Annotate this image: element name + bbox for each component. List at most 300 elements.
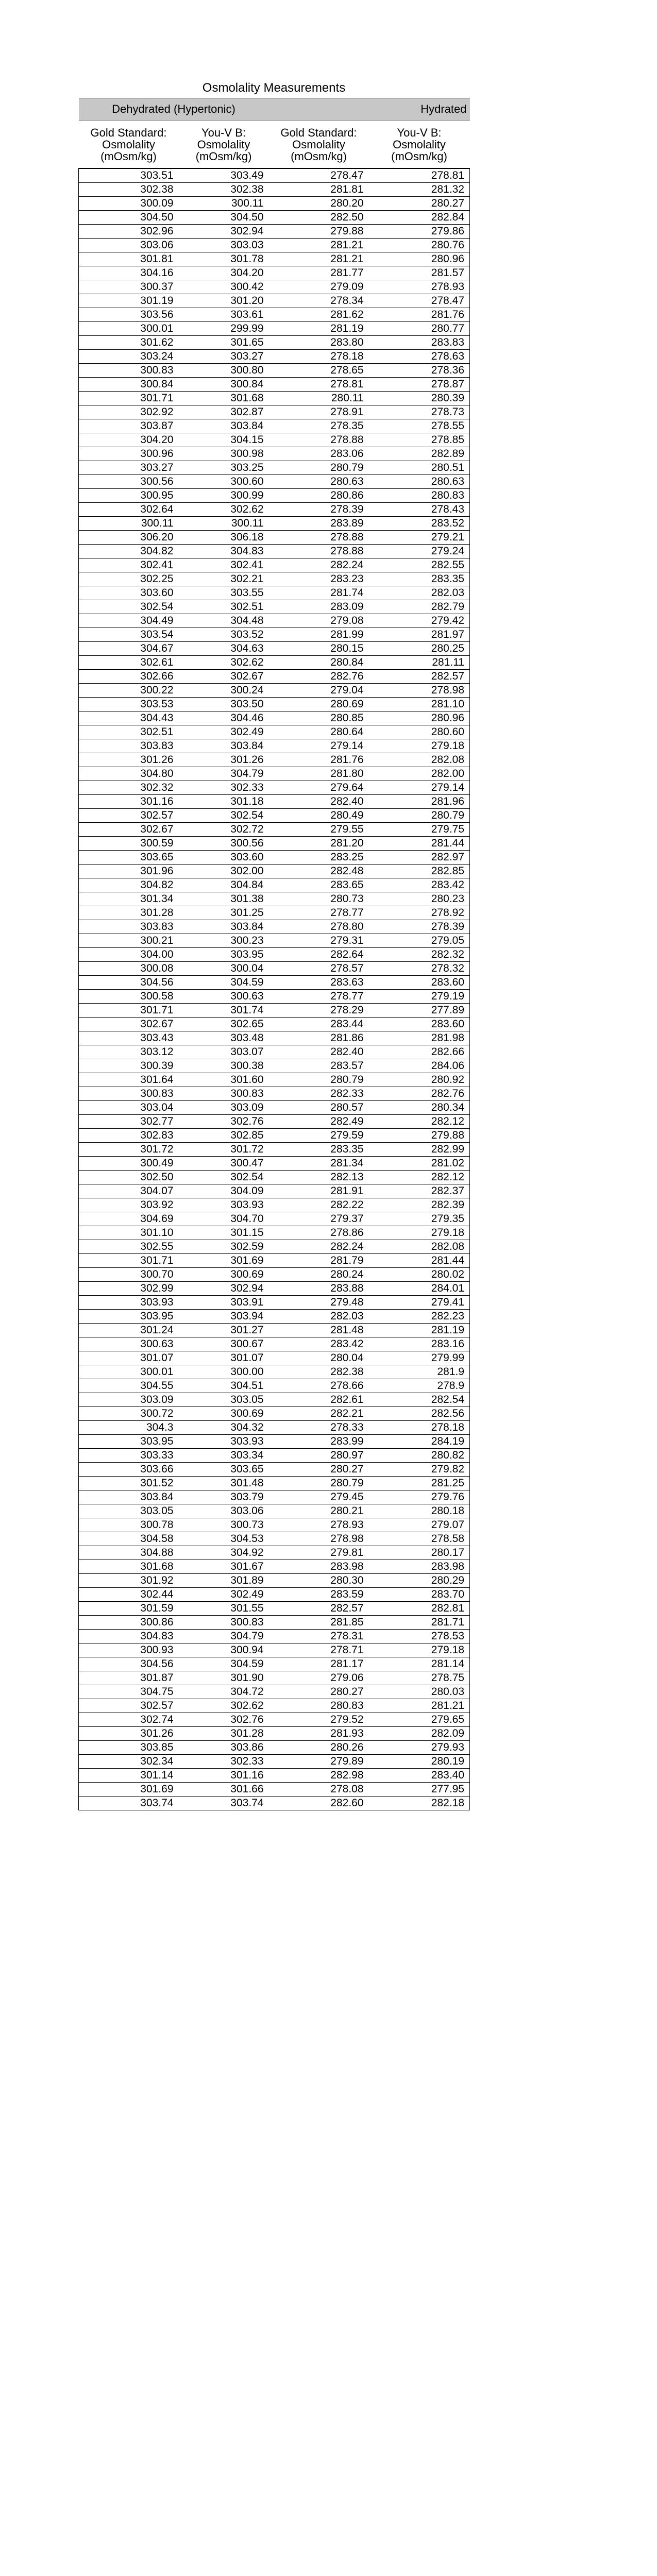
table-row — [79, 392, 470, 405]
table-row — [79, 1546, 470, 1560]
table-cell: 303.34 — [179, 1449, 269, 1463]
table-cell: 278.85 — [369, 433, 470, 447]
table-cell: 279.88 — [269, 225, 369, 239]
table-cell: 301.16 — [179, 1769, 269, 1783]
table-cell: 303.43 — [79, 1031, 179, 1045]
table-cell: 281.02 — [369, 1157, 470, 1171]
table-cell: 300.73 — [179, 1518, 269, 1532]
table-cell: 301.26 — [179, 753, 269, 767]
table-row — [79, 183, 470, 197]
table-row — [79, 1477, 470, 1490]
table-cell: 281.93 — [269, 1727, 369, 1741]
table-cell: 301.48 — [179, 1477, 269, 1490]
table-cell: 302.57 — [79, 809, 179, 823]
table-cell: 301.15 — [179, 1226, 269, 1240]
table-cell: 282.55 — [369, 558, 470, 572]
table-row — [79, 1143, 470, 1157]
table-cell: 278.35 — [269, 419, 369, 433]
table-row — [79, 767, 470, 781]
table-row — [79, 878, 470, 892]
table-cell: 278.39 — [269, 503, 369, 517]
table-cell: 304.92 — [179, 1546, 269, 1560]
table-cell: 300.70 — [79, 1268, 179, 1282]
table-cell: 278.92 — [369, 906, 470, 920]
group-spacer — [269, 98, 369, 121]
table-cell: 283.35 — [269, 1143, 369, 1157]
table-cell: 282.03 — [269, 1310, 369, 1324]
table-row — [79, 1490, 470, 1504]
table-cell: 279.31 — [269, 934, 369, 948]
table-cell: 300.94 — [179, 1643, 269, 1657]
table-cell: 302.99 — [79, 1282, 179, 1296]
table-cell: 280.21 — [269, 1504, 369, 1518]
table-cell: 278.39 — [369, 920, 470, 934]
table-cell: 303.86 — [179, 1741, 269, 1755]
table-cell: 282.57 — [269, 1602, 369, 1616]
table-cell: 282.33 — [269, 1087, 369, 1101]
table-cell: 303.79 — [179, 1490, 269, 1504]
table-cell: 304.83 — [79, 1630, 179, 1643]
table-cell: 303.74 — [179, 1797, 269, 1810]
table-cell: 302.41 — [179, 558, 269, 572]
table-cell: 304.16 — [79, 266, 179, 280]
table-cell: 303.24 — [79, 350, 179, 364]
table-row — [79, 1268, 470, 1282]
table-cell: 303.93 — [179, 1198, 269, 1212]
table-cell: 304.55 — [79, 1379, 179, 1393]
spreadsheet — [78, 78, 469, 1810]
table-cell: 279.45 — [269, 1490, 369, 1504]
table-cell: 300.63 — [79, 1337, 179, 1351]
table-row — [79, 1685, 470, 1699]
table-cell: 303.05 — [79, 1504, 179, 1518]
table-row — [79, 1171, 470, 1184]
table-cell: 284.01 — [369, 1282, 470, 1296]
table-row — [79, 336, 470, 350]
table-cell: 279.09 — [269, 280, 369, 294]
table-cell: 278.87 — [369, 378, 470, 392]
table-cell: 279.59 — [269, 1129, 369, 1143]
table-cell: 303.51 — [79, 168, 179, 183]
table-cell: 280.30 — [269, 1574, 369, 1588]
table-cell: 300.39 — [79, 1059, 179, 1073]
table-row — [79, 739, 470, 753]
table-cell: 282.13 — [269, 1171, 369, 1184]
table-cell: 303.92 — [79, 1198, 179, 1212]
table-cell: 300.69 — [179, 1268, 269, 1282]
table-cell: 304.15 — [179, 433, 269, 447]
table-row — [79, 1296, 470, 1310]
table-row — [79, 1240, 470, 1254]
table-cell: 302.94 — [179, 225, 269, 239]
table-row — [79, 600, 470, 614]
table-cell: 301.38 — [179, 892, 269, 906]
table-cell: 282.40 — [269, 795, 369, 809]
table-cell: 300.83 — [179, 1616, 269, 1630]
table-row — [79, 1101, 470, 1115]
column-header: Gold Standard: Osmolality (mOsm/kg) — [79, 121, 179, 169]
table-cell: 303.95 — [179, 948, 269, 962]
table-row — [79, 350, 470, 364]
table-cell: 281.19 — [269, 322, 369, 336]
table-cell: 303.27 — [179, 350, 269, 364]
table-cell: 281.21 — [269, 252, 369, 266]
table-cell: 304.50 — [179, 211, 269, 225]
table-row — [79, 1184, 470, 1198]
table-cell: 303.66 — [79, 1463, 179, 1477]
table-cell: 280.19 — [369, 1755, 470, 1769]
table-cell: 280.18 — [369, 1504, 470, 1518]
table-cell: 283.60 — [369, 976, 470, 990]
table-cell: 278.43 — [369, 503, 470, 517]
table-row — [79, 823, 470, 837]
table-cell: 282.22 — [269, 1198, 369, 1212]
table-cell: 282.84 — [369, 211, 470, 225]
table-cell: 300.01 — [79, 1365, 179, 1379]
table-cell: 302.62 — [179, 503, 269, 517]
table-cell: 281.11 — [369, 656, 470, 670]
table-cell: 278.32 — [369, 962, 470, 976]
table-cell: 301.07 — [179, 1351, 269, 1365]
table-row — [79, 920, 470, 934]
table-cell: 280.96 — [369, 711, 470, 725]
table-cell: 280.73 — [269, 892, 369, 906]
table-cell: 278.81 — [369, 168, 470, 183]
table-cell: 283.98 — [269, 1560, 369, 1574]
table-cell: 280.27 — [269, 1685, 369, 1699]
table-cell: 301.92 — [79, 1574, 179, 1588]
table-cell: 282.18 — [369, 1797, 470, 1810]
table-cell: 300.49 — [79, 1157, 179, 1171]
table-row — [79, 252, 470, 266]
table-cell: 281.81 — [269, 183, 369, 197]
table-cell: 304.79 — [179, 1630, 269, 1643]
table-cell: 304.67 — [79, 642, 179, 656]
table-row — [79, 280, 470, 294]
table-cell: 303.03 — [179, 239, 269, 252]
table-cell: 304.59 — [179, 976, 269, 990]
table-cell: 301.72 — [79, 1143, 179, 1157]
table-cell: 279.19 — [369, 990, 470, 1004]
table-cell: 304.3 — [79, 1421, 179, 1435]
table-cell: 282.79 — [369, 600, 470, 614]
table-cell: 304.50 — [79, 211, 179, 225]
group-header-row — [79, 98, 470, 121]
table-cell: 301.19 — [79, 294, 179, 308]
table-cell: 304.84 — [179, 878, 269, 892]
table-cell: 280.79 — [269, 1477, 369, 1490]
table-cell: 279.52 — [269, 1713, 369, 1727]
table-cell: 303.91 — [179, 1296, 269, 1310]
table-cell: 302.55 — [79, 1240, 179, 1254]
table-cell: 303.25 — [179, 461, 269, 475]
table-cell: 281.44 — [369, 1254, 470, 1268]
column-header: You-V B: Osmolality (mOsm/kg) — [179, 121, 269, 169]
table-cell: 278.58 — [369, 1532, 470, 1546]
table-row — [79, 1671, 470, 1685]
table-cell: 281.76 — [369, 308, 470, 322]
column-header: Gold Standard: Osmolality (mOsm/kg) — [269, 121, 369, 169]
table-cell: 302.49 — [179, 725, 269, 739]
table-cell: 303.07 — [179, 1045, 269, 1059]
table-cell: 283.70 — [369, 1588, 470, 1602]
table-cell: 302.38 — [179, 183, 269, 197]
table-cell: 304.49 — [79, 614, 179, 628]
table-cell: 282.49 — [269, 1115, 369, 1129]
table-row — [79, 1783, 470, 1797]
table-cell: 279.37 — [269, 1212, 369, 1226]
table-cell: 283.44 — [269, 1018, 369, 1031]
table-cell: 300.69 — [179, 1407, 269, 1421]
table-cell: 283.42 — [369, 878, 470, 892]
table-cell: 279.76 — [369, 1490, 470, 1504]
table-cell: 278.80 — [269, 920, 369, 934]
table-cell: 301.26 — [79, 1727, 179, 1741]
table-cell: 282.76 — [369, 1087, 470, 1101]
table-cell: 304.46 — [179, 711, 269, 725]
table-cell: 300.83 — [179, 1087, 269, 1101]
table-cell: 280.86 — [269, 489, 369, 503]
table-cell: 282.38 — [269, 1365, 369, 1379]
table-row — [79, 197, 470, 211]
table-cell: 282.76 — [269, 670, 369, 684]
table-cell: 278.75 — [369, 1671, 470, 1685]
table-cell: 300.93 — [79, 1643, 179, 1657]
table-cell: 279.14 — [269, 739, 369, 753]
table-cell: 304.70 — [179, 1212, 269, 1226]
table-cell: 279.75 — [369, 823, 470, 837]
table-cell: 301.68 — [79, 1560, 179, 1574]
table-cell: 281.25 — [369, 1477, 470, 1490]
table-cell: 278.47 — [369, 294, 470, 308]
table-cell: 278.18 — [369, 1421, 470, 1435]
table-cell: 280.79 — [269, 1073, 369, 1087]
table-row — [79, 225, 470, 239]
table-cell: 279.14 — [369, 781, 470, 795]
table-cell: 278.98 — [269, 1532, 369, 1546]
table-cell: 302.33 — [179, 781, 269, 795]
table-row — [79, 1129, 470, 1143]
table-row — [79, 447, 470, 461]
table-row — [79, 990, 470, 1004]
table-cell: 281.80 — [269, 767, 369, 781]
table-cell: 302.34 — [79, 1755, 179, 1769]
table-cell: 281.98 — [369, 1031, 470, 1045]
table-cell: 301.66 — [179, 1783, 269, 1797]
table-cell: 300.37 — [79, 280, 179, 294]
table-cell: 280.51 — [369, 461, 470, 475]
table-cell: 280.82 — [369, 1449, 470, 1463]
table-cell: 279.82 — [369, 1463, 470, 1477]
table-cell: 300.38 — [179, 1059, 269, 1073]
table-cell: 280.04 — [269, 1351, 369, 1365]
table-cell: 282.81 — [369, 1602, 470, 1616]
table-cell: 302.57 — [79, 1699, 179, 1713]
table-cell: 303.84 — [179, 920, 269, 934]
table-cell: 302.61 — [79, 656, 179, 670]
table-cell: 301.25 — [179, 906, 269, 920]
table-cell: 304.51 — [179, 1379, 269, 1393]
table-cell: 303.65 — [179, 1463, 269, 1477]
table-cell: 301.27 — [179, 1324, 269, 1337]
table-cell: 283.59 — [269, 1588, 369, 1602]
table-cell: 280.11 — [269, 392, 369, 405]
table-cell: 278.66 — [269, 1379, 369, 1393]
table-row — [79, 851, 470, 865]
osmolality-table — [78, 98, 470, 1810]
table-cell: 302.67 — [79, 1018, 179, 1031]
table-cell: 279.89 — [269, 1755, 369, 1769]
table-cell: 283.63 — [269, 976, 369, 990]
table-row — [79, 1797, 470, 1810]
table-row — [79, 698, 470, 711]
table-row — [79, 1630, 470, 1643]
table-cell: 278.77 — [269, 990, 369, 1004]
table-cell: 301.69 — [179, 1254, 269, 1268]
table-cell: 301.90 — [179, 1671, 269, 1685]
table-cell: 303.84 — [179, 739, 269, 753]
table-cell: 301.60 — [179, 1073, 269, 1087]
table-row — [79, 837, 470, 851]
table-cell: 282.89 — [369, 447, 470, 461]
table-cell: 281.17 — [269, 1657, 369, 1671]
table-cell: 304.69 — [79, 1212, 179, 1226]
column-header: You-V B: Osmolality (mOsm/kg) — [369, 121, 470, 169]
table-cell: 281.76 — [269, 753, 369, 767]
table-cell: 283.35 — [369, 572, 470, 586]
table-cell: 278.88 — [269, 545, 369, 558]
table-row — [79, 642, 470, 656]
table-cell: 281.21 — [269, 239, 369, 252]
table-row — [79, 1310, 470, 1324]
table-cell: 302.59 — [179, 1240, 269, 1254]
table-cell: 301.26 — [79, 753, 179, 767]
table-cell: 279.65 — [369, 1713, 470, 1727]
table-cell: 281.48 — [269, 1324, 369, 1337]
table-row — [79, 1324, 470, 1337]
table-cell: 304.82 — [79, 878, 179, 892]
table-cell: 303.50 — [179, 698, 269, 711]
table-cell: 278.34 — [269, 294, 369, 308]
table-cell: 304.63 — [179, 642, 269, 656]
table-cell: 302.62 — [179, 656, 269, 670]
table-cell: 278.53 — [369, 1630, 470, 1643]
table-cell: 283.40 — [369, 1769, 470, 1783]
table-cell: 301.78 — [179, 252, 269, 266]
table-cell: 302.83 — [79, 1129, 179, 1143]
table-cell: 300.04 — [179, 962, 269, 976]
table-title: Osmolality Measurements — [202, 81, 346, 95]
table-cell: 302.67 — [179, 670, 269, 684]
table-row — [79, 405, 470, 419]
table-cell: 278.47 — [269, 168, 369, 183]
table-row — [79, 1421, 470, 1435]
table-cell: 281.97 — [369, 628, 470, 642]
table-cell: 278.88 — [269, 433, 369, 447]
table-cell: 283.06 — [269, 447, 369, 461]
table-cell: 281.77 — [269, 266, 369, 280]
table-cell: 279.99 — [369, 1351, 470, 1365]
table-row — [79, 1115, 470, 1129]
table-cell: 281.19 — [369, 1324, 470, 1337]
table-row — [79, 558, 470, 572]
table-cell: 301.28 — [179, 1727, 269, 1741]
table-cell: 279.42 — [369, 614, 470, 628]
table-cell: 282.85 — [369, 865, 470, 878]
table-cell: 302.44 — [79, 1588, 179, 1602]
table-cell: 303.53 — [79, 698, 179, 711]
table-row — [79, 684, 470, 698]
table-cell: 302.67 — [79, 823, 179, 837]
table-cell: 302.76 — [179, 1115, 269, 1129]
table-cell: 283.98 — [369, 1560, 470, 1574]
table-cell: 300.01 — [79, 322, 179, 336]
table-cell: 279.35 — [369, 1212, 470, 1226]
table-row — [79, 1574, 470, 1588]
table-row — [79, 1073, 470, 1087]
table-cell: 282.60 — [269, 1797, 369, 1810]
table-cell: 302.94 — [179, 1282, 269, 1296]
table-cell: 278.29 — [269, 1004, 369, 1018]
table-cell: 300.24 — [179, 684, 269, 698]
table-cell: 280.60 — [369, 725, 470, 739]
table-cell: 300.11 — [179, 517, 269, 531]
table-row — [79, 1351, 470, 1365]
table-row — [79, 545, 470, 558]
table-cell: 282.21 — [269, 1407, 369, 1421]
table-cell: 281.91 — [269, 1184, 369, 1198]
table-cell: 302.54 — [179, 1171, 269, 1184]
table-cell: 302.85 — [179, 1129, 269, 1143]
table-cell: 279.18 — [369, 1643, 470, 1657]
table-cell: 283.42 — [269, 1337, 369, 1351]
table-cell: 300.11 — [79, 517, 179, 531]
table-row — [79, 461, 470, 475]
table-cell: 281.44 — [369, 837, 470, 851]
table-cell: 302.54 — [79, 600, 179, 614]
table-cell: 304.80 — [79, 767, 179, 781]
table-cell: 283.99 — [269, 1435, 369, 1449]
table-row — [79, 1449, 470, 1463]
table-cell: 301.14 — [79, 1769, 179, 1783]
table-cell: 281.10 — [369, 698, 470, 711]
table-cell: 281.85 — [269, 1616, 369, 1630]
table-row — [79, 725, 470, 739]
table-cell: 280.25 — [369, 642, 470, 656]
table-cell: 279.41 — [369, 1296, 470, 1310]
table-cell: 280.83 — [269, 1699, 369, 1713]
table-cell: 303.06 — [179, 1504, 269, 1518]
table-cell: 282.48 — [269, 865, 369, 878]
table-row — [79, 670, 470, 684]
table-row — [79, 1282, 470, 1296]
table-cell: 278.9 — [369, 1379, 470, 1393]
table-cell: 303.04 — [79, 1101, 179, 1115]
table-cell: 302.50 — [79, 1171, 179, 1184]
table-row — [79, 1435, 470, 1449]
table-cell: 304.09 — [179, 1184, 269, 1198]
table-cell: 304.00 — [79, 948, 179, 962]
table-row — [79, 1713, 470, 1727]
table-row — [79, 168, 470, 183]
table-cell: 300.84 — [79, 378, 179, 392]
table-row — [79, 211, 470, 225]
table-cell: 304.07 — [79, 1184, 179, 1198]
table-row — [79, 1699, 470, 1713]
group-dehydrated: Dehydrated (Hypertonic) — [79, 98, 269, 121]
table-cell: 280.79 — [269, 461, 369, 475]
table-cell: 282.57 — [369, 670, 470, 684]
